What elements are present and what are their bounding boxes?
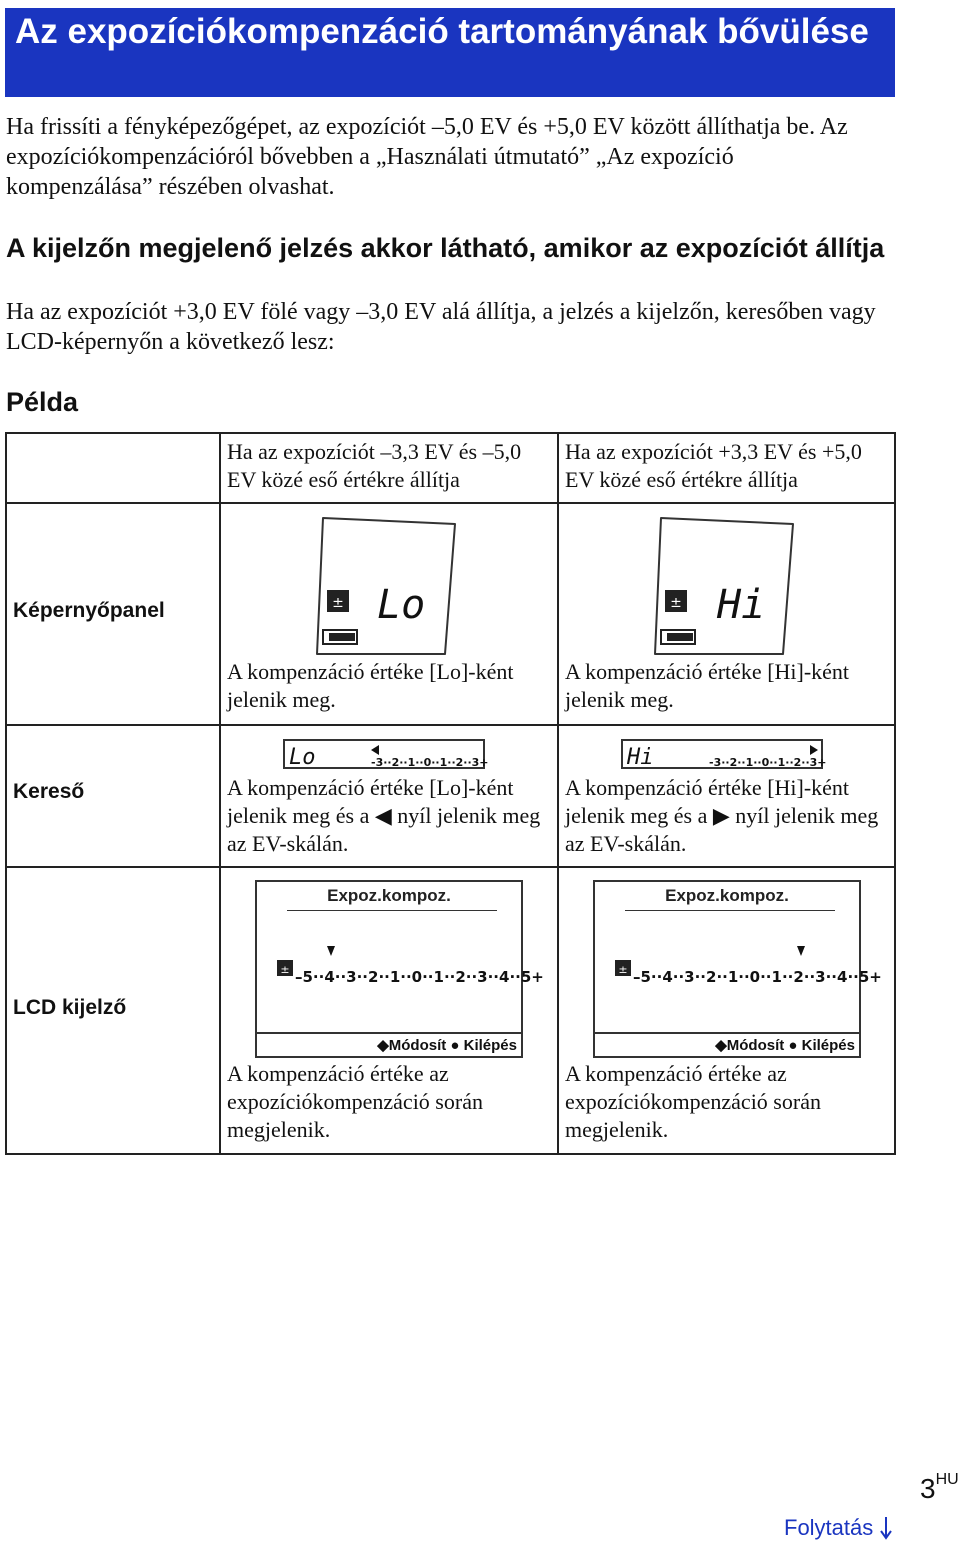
example-heading: Példa	[6, 387, 79, 417]
battery-icon	[329, 633, 355, 641]
down-arrow-icon	[879, 1515, 893, 1541]
lcd-hi-text: A kompenzáció értéke az expozíciókompenzáció során megjelenik.	[565, 1061, 821, 1142]
svg-text:±: ±	[670, 595, 682, 611]
continue-link[interactable]: Folytatás	[784, 1515, 893, 1541]
page-number: $3^{HU}$	[920, 1471, 959, 1504]
row-label-viewfinder: Kereső	[13, 780, 85, 803]
svg-text:–5··4··3··2··1··0··1··2··3··4·: –5··4··3··2··1··0··1··2··3··4··5+	[295, 968, 544, 986]
lcd-hi-illustration: Expoz.kompoz. ± –5··4··3··2··1··0··1··2··3··4··5+ ◆Módosít ● Kilépés	[593, 880, 861, 1058]
example-table	[5, 432, 896, 1155]
lcd-lo-text: A kompenzáció értéke az expozíciókompenzáció során megjelenik.	[227, 1061, 483, 1142]
viewfinder-lo-text: A kompenzáció értéke [Lo]-ként jelenik meg és a ◀ nyíl jelenik meg az EV-skálán.	[227, 775, 541, 856]
intro-paragraph: Ha frissíti a fényképezőgépet, az expozíciót –5,0 EV és +5,0 EV között állíthatja be. Az expozíciókompenzációról bővebben a „Használati útmutató” „Az expozíció kompenzálása” részében olvashat.	[6, 114, 848, 200]
right-arrow-icon	[810, 745, 818, 755]
svg-text:Hi: Hi	[627, 745, 654, 770]
page-title: Az expozíciókompenzáció tartományának bővülése	[5, 8, 895, 97]
col-header-hi: Ha az expozíciót +3,3 EV és +5,0 EV közé eső értékre állítja	[565, 439, 862, 492]
svg-text:–5··4··3··2··1··0··1··2··3··4·: –5··4··3··2··1··0··1··2··3··4··5+	[633, 968, 882, 986]
row-label-lcd: LCD kijelző	[13, 996, 127, 1019]
viewfinder-lo-illustration	[283, 738, 487, 770]
down-arrow-icon	[797, 946, 805, 956]
left-arrow-icon	[371, 745, 379, 755]
svg-text:±: ±	[280, 963, 290, 976]
svg-text:±: ±	[618, 963, 628, 976]
lo-indicator: Lo	[377, 582, 426, 628]
down-arrow-icon	[327, 946, 335, 956]
svg-text:-3··2··1··0··1··2··3+: -3··2··1··0··1··2··3+	[371, 756, 489, 769]
section-heading: A kijelzőn megjelenő jelzés akkor látható, amikor az expozíciót állítja	[6, 233, 885, 263]
lcd-lo-illustration: Expoz.kompoz. ± –5··4··3··2··1··0··1··2··3··4··5+ ◆Módosít ● Kilépés	[255, 880, 523, 1058]
svg-text:Lo: Lo	[289, 745, 316, 770]
col-header-lo: Ha az expozíciót –3,3 EV és –5,0 EV közé eső értékre állítja	[227, 439, 522, 492]
screen-panel-lo-illustration	[307, 512, 457, 662]
row-label-screen-panel: Képernyőpanel	[13, 599, 165, 622]
viewfinder-hi-illustration	[621, 738, 825, 770]
battery-icon	[667, 633, 693, 641]
screen-panel-hi-illustration	[645, 512, 795, 662]
screen-panel-lo-text: A kompenzáció értéke [Lo]-ként jelenik meg.	[227, 659, 514, 712]
screen-panel-hi-text: A kompenzáció értéke [Hi]-ként jelenik meg.	[565, 659, 850, 712]
viewfinder-hi-text: A kompenzáció értéke [Hi]-ként jelenik meg és a ▶ nyíl jelenik meg az EV-skálán.	[565, 775, 879, 856]
svg-text:±: ±	[332, 595, 344, 611]
hi-indicator: Hi	[717, 582, 766, 628]
svg-text:-3··2··1··0··1··2··3+: -3··2··1··0··1··2··3+	[709, 756, 827, 769]
section-paragraph: Ha az expozíciót +3,0 EV fölé vagy –3,0 EV alá állítja, a jelzés a kijelzőn, keresőben vagy LCD-képernyőn a következő lesz:	[6, 299, 876, 355]
